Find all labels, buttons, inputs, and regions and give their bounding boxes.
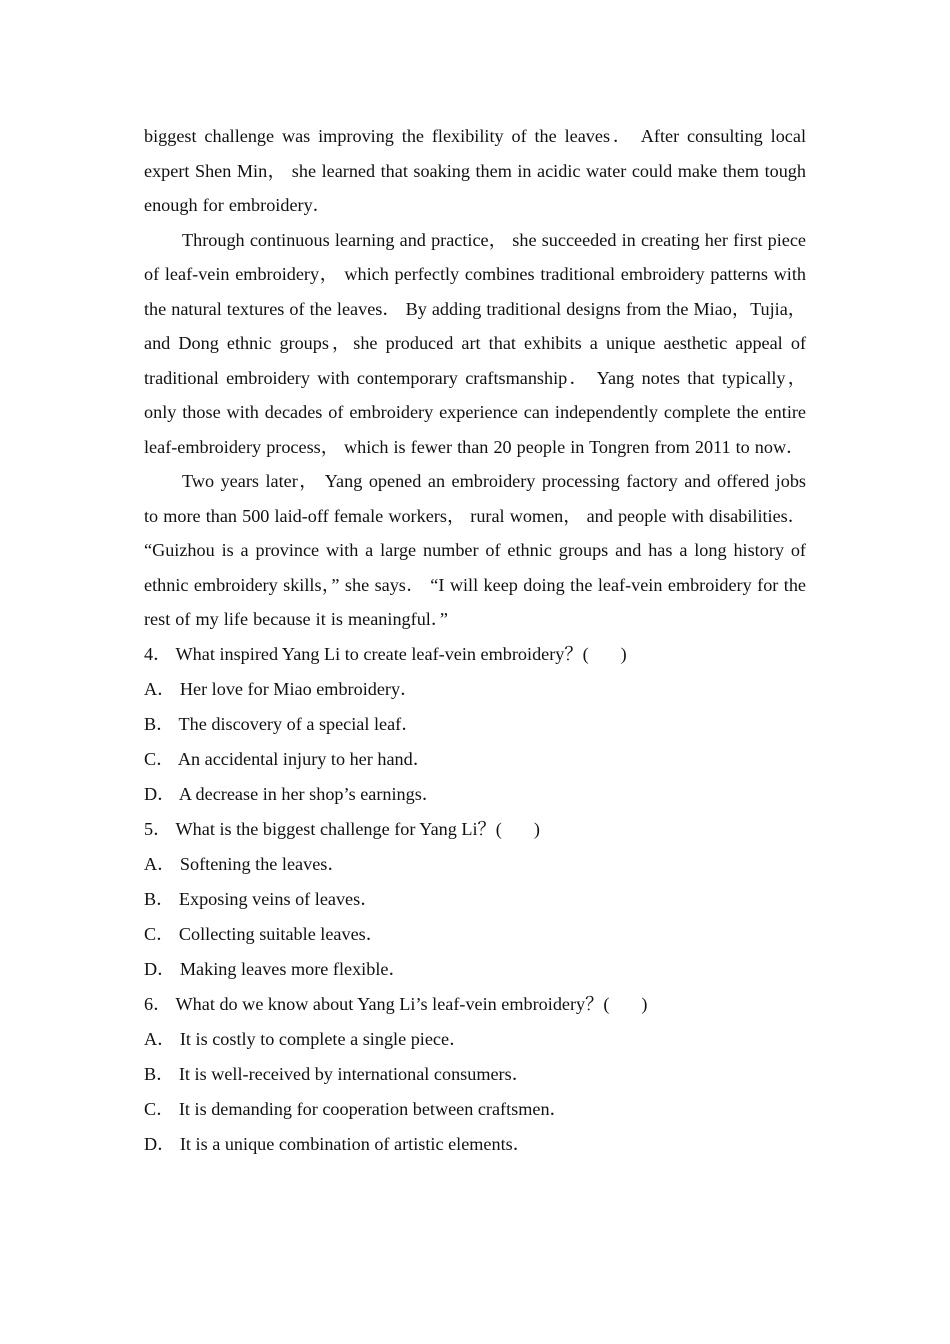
question-number: 5． [144, 818, 172, 839]
option-text: A decrease in her shop’s earnings． [178, 783, 440, 804]
option-letter: B． [144, 713, 175, 734]
option-d[interactable] [144, 952, 806, 987]
option-c[interactable] [144, 1092, 806, 1127]
question-4 [144, 637, 806, 812]
option-text: Making leaves more flexible． [179, 958, 407, 979]
option-text: Her love for Miao embroidery． [179, 678, 419, 699]
option-text: Exposing veins of leaves． [178, 888, 379, 909]
option-letter: C． [144, 1098, 175, 1119]
option-letter: A． [144, 678, 176, 699]
answer-blank-close: ) [641, 993, 648, 1014]
option-c[interactable] [144, 742, 806, 777]
option-text: It is costly to complete a single piece． [179, 1028, 468, 1049]
option-b[interactable] [144, 707, 806, 742]
question-number: 6． [144, 993, 172, 1014]
reading-passage [144, 119, 806, 637]
option-letter: B． [144, 1063, 175, 1084]
question-stem [144, 987, 806, 1022]
option-letter: D． [144, 958, 176, 979]
question-stem [144, 812, 806, 847]
passage-paragraph-2: Through continuous learning and practice， she succeeded in creating her first piece of leaf-vein embroidery， which perfectly combines traditional embroidery patterns with the natural textures of the leaves． By adding traditional designs from the Miao，Tujia，and Dong ethnic groups，she produced art that exhibits a unique aesthetic appeal of traditional embroidery with contemporary craftsmanship． Yang notes that typically， only those with decades of embroidery experience can independently complete the entire leaf-embroidery process， which is fewer than 20 people in Tongren from 2011 to now． [144, 229, 806, 457]
option-text: It is well-received by international consumers． [178, 1063, 530, 1084]
question-6 [144, 987, 806, 1162]
question-text: What do we know about Yang Li’s leaf-vein embroidery？( [175, 993, 610, 1014]
document-page [144, 119, 806, 1162]
question-stem [144, 637, 806, 672]
option-text: An accidental injury to her hand． [177, 748, 431, 769]
question-text: What inspired Yang Li to create leaf-vein embroidery？( [175, 643, 589, 664]
option-a[interactable] [144, 847, 806, 882]
question-number: 4． [144, 643, 172, 664]
question-5 [144, 812, 806, 987]
option-letter: C． [144, 748, 175, 769]
answer-blank-close: ) [533, 818, 540, 839]
passage-paragraph-1: biggest challenge was improving the flexibility of the leaves． After consulting local expert Shen Min， she learned that soaking them in acidic water could make them tough enough for embroidery． [144, 126, 806, 215]
option-b[interactable] [144, 1057, 806, 1092]
answer-blank-close: ) [620, 643, 627, 664]
option-text: Collecting suitable leaves． [178, 923, 384, 944]
option-text: It is a unique combination of artistic elements． [179, 1133, 531, 1154]
option-letter: D． [144, 783, 176, 804]
option-text: It is demanding for cooperation between craftsmen． [178, 1098, 568, 1119]
option-b[interactable] [144, 882, 806, 917]
option-letter: A． [144, 1028, 176, 1049]
option-text: Softening the leaves． [179, 853, 346, 874]
passage-paragraph-3: Two years later， Yang opened an embroidery processing factory and offered jobs to more than 500 laid-off female workers， rural women， and people with disabilities． “Guizhou is a province with a large number of ethnic groups and has a long history of ethnic embroidery skills，” she says． “I will keep doing the leaf-vein embroidery for the rest of my life because it is meaningful．” [144, 471, 806, 629]
option-letter: A． [144, 853, 176, 874]
option-letter: D． [144, 1133, 176, 1154]
option-d[interactable] [144, 1127, 806, 1162]
option-c[interactable] [144, 917, 806, 952]
question-text: What is the biggest challenge for Yang Li？( [175, 818, 502, 839]
option-letter: C． [144, 923, 175, 944]
option-text: The discovery of a special leaf． [178, 713, 420, 734]
option-letter: B． [144, 888, 175, 909]
option-a[interactable] [144, 672, 806, 707]
option-d[interactable] [144, 777, 806, 812]
option-a[interactable] [144, 1022, 806, 1057]
